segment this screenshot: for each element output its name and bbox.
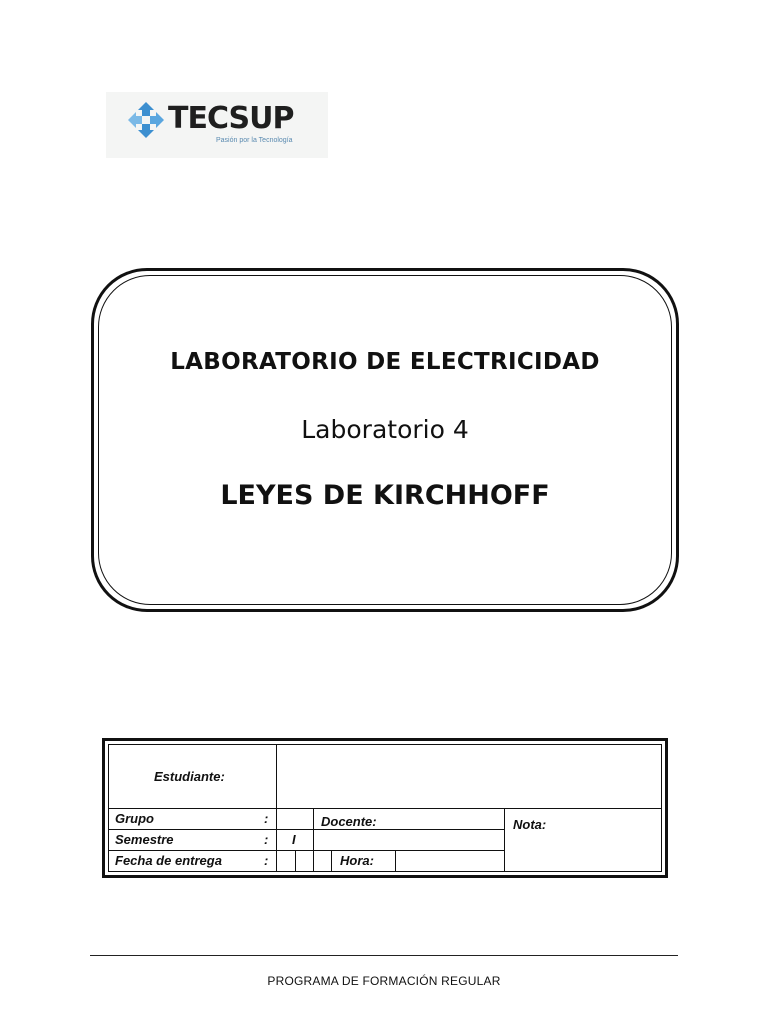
student-info-table	[102, 738, 668, 878]
semestre-label: Semestre	[115, 832, 174, 847]
col-divider	[504, 808, 505, 871]
fecha-entrega-label: Fecha de entrega	[115, 853, 222, 868]
nota-label: Nota:	[513, 817, 547, 832]
grupo-label: Grupo	[115, 811, 154, 826]
docente-label: Docente:	[321, 814, 377, 829]
row-divider	[109, 829, 504, 830]
fecha-colon: :	[264, 853, 269, 868]
col-divider	[313, 808, 314, 871]
col-divider	[331, 850, 332, 871]
course-title: LABORATORIO DE ELECTRICIDAD	[170, 349, 600, 375]
footer-divider	[90, 955, 678, 956]
semestre-colon: :	[264, 832, 269, 847]
student-info-inner-border	[108, 744, 662, 872]
tecsup-logo	[106, 92, 328, 158]
tecsup-arrows-icon	[124, 98, 168, 142]
semestre-value: I	[292, 832, 296, 847]
row-divider	[109, 850, 504, 851]
col-divider	[276, 745, 277, 871]
lab-number: Laboratorio 4	[301, 415, 469, 444]
logo-tagline: Pasión por la Tecnología	[216, 137, 293, 144]
estudiante-label: Estudiante:	[154, 769, 225, 784]
footer-text: PROGRAMA DE FORMACIÓN REGULAR	[267, 974, 501, 988]
col-divider	[395, 850, 396, 871]
logo-brand-text: TECSUP	[168, 101, 294, 136]
hora-label: Hora:	[340, 853, 374, 868]
row-divider	[109, 808, 661, 809]
col-divider	[295, 850, 296, 871]
grupo-colon: :	[264, 811, 269, 826]
lab-topic: LEYES DE KIRCHHOFF	[220, 480, 550, 511]
title-box	[91, 268, 679, 612]
